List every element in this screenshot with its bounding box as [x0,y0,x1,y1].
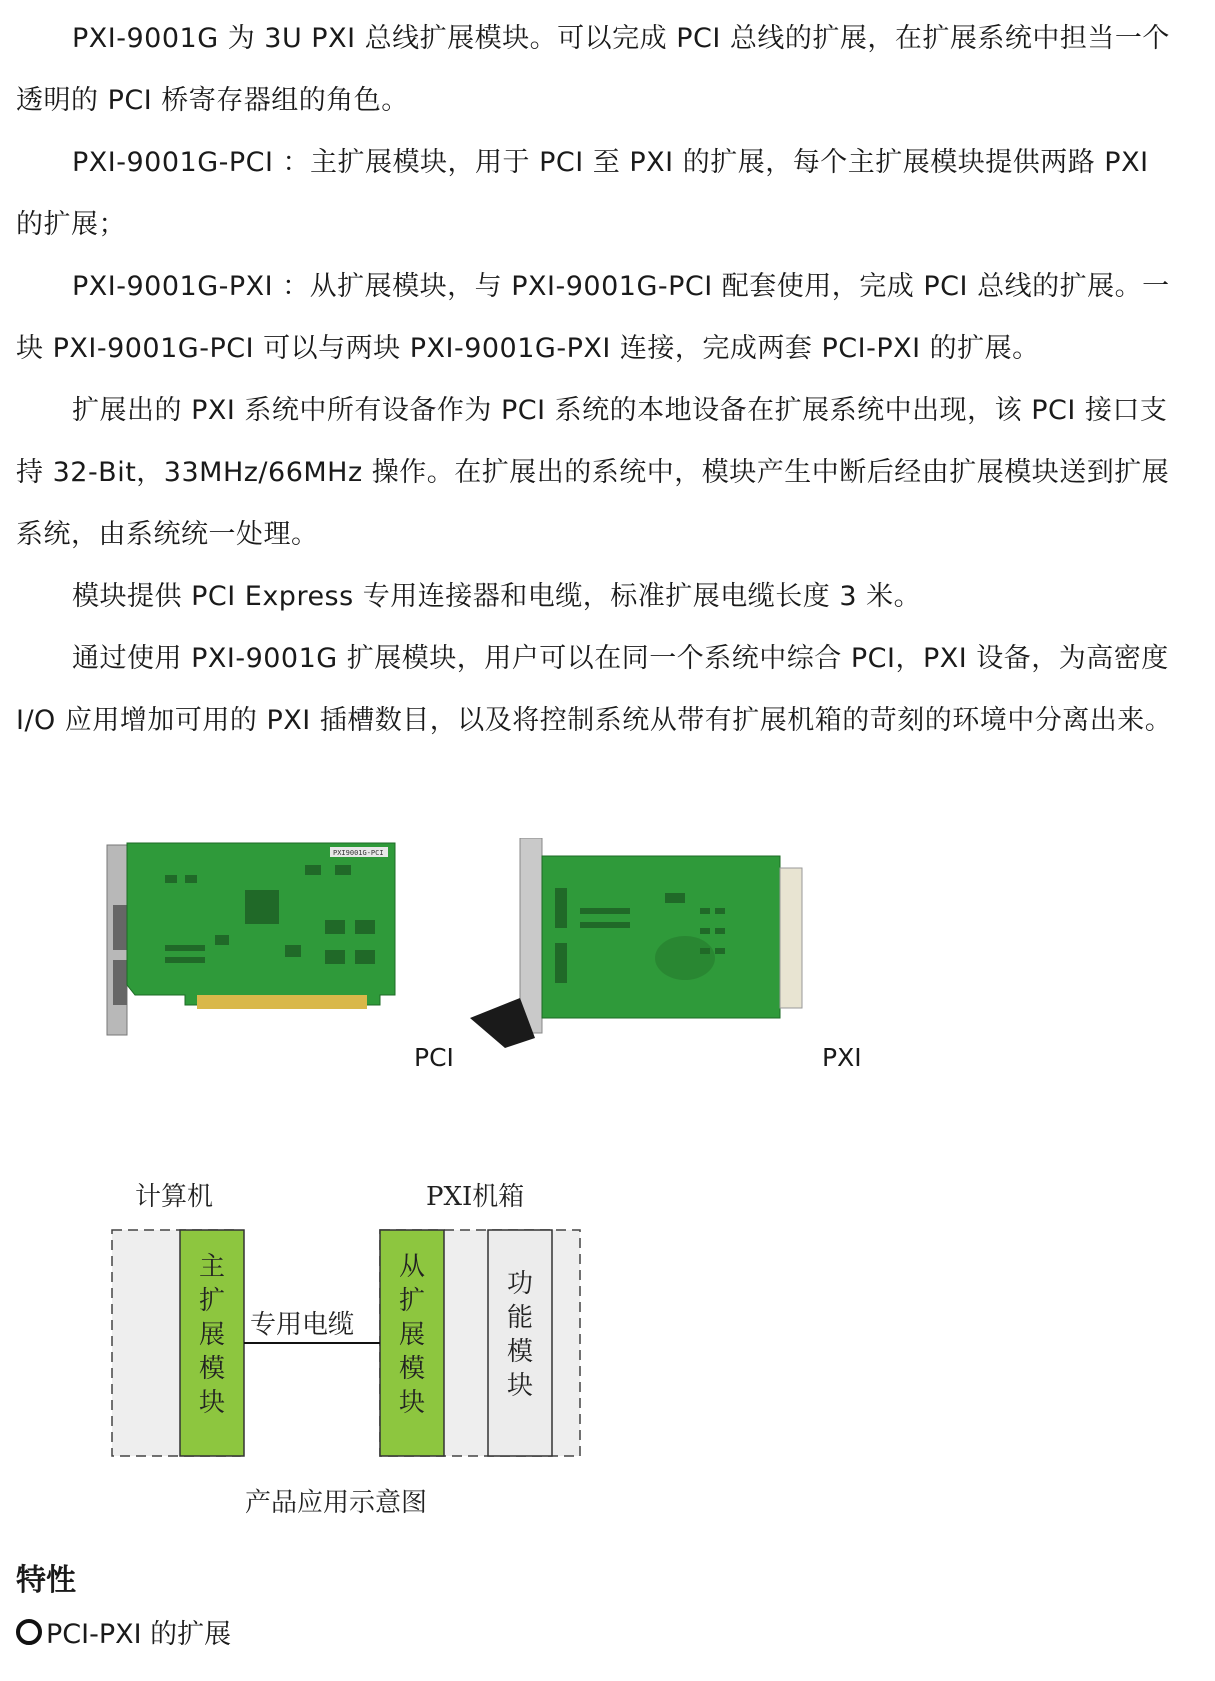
function-char: 能 [507,1303,534,1333]
function-char: 模 [507,1337,534,1367]
paragraph-cable: 模块提供 PCI Express 专用连接器和电缆，标准扩展电缆长度 3 米。 [72,581,922,612]
feature-item [16,1612,231,1651]
pxi-chassis-label: PXI机箱 [426,1182,525,1212]
computer-label: 计算机 [135,1182,214,1212]
paragraph-intro: PXI-9001G 为 3U PXI 总线扩展模块。可以完成 PCI 总线的扩展，在扩展系统中担当一个透明的 PCI 桥寄存器组的角色。 [16,23,1170,116]
feature-item-text: PCI-PXI 的扩展 [46,1619,232,1650]
slave-char: 展 [399,1320,426,1350]
cable-label: 专用电缆 [250,1310,355,1340]
master-char: 主 [199,1252,226,1282]
pci-board-label: PXI9001G-PCI [333,849,384,857]
pxi-module-image [460,838,810,1048]
circle-bullet-icon [16,1619,42,1645]
pci-photo-caption: PCI [414,1043,454,1072]
paragraph-system: 扩展出的 PXI 系统中所有设备作为 PCI 系统的本地设备在扩展系统中出现，该 PCI 接口支持 32-Bit，33MHz/66MHz 操作。在扩展出的系统中，模块产生中断后经由扩展模块送到扩展系统，由系统统一处理。 [16,395,1170,550]
paragraph-pxi-module: PXI-9001G-PXI ：从扩展模块，与 PXI-9001G-PCI 配套使用，完成 PCI 总线的扩展。一块 PXI-9001G-PCI 可以与两块 PXI-9001G-PXI 连接，完成两套 PCI-PXI 的扩展。 [16,271,1170,364]
function-char: 功 [507,1269,534,1299]
master-char: 模 [199,1354,226,1384]
slave-char: 从 [399,1252,426,1282]
master-char: 块 [199,1388,226,1418]
paragraph-usage: 通过使用 PXI-9001G 扩展模块，用户可以在同一个系统中综合 PCI，PXI 设备，为高密度 I/O 应用增加可用的 PXI 插槽数目，以及将控制系统从带有扩展机箱的苛刻的环境中分离出来。 [16,643,1173,736]
slave-char: 模 [399,1354,426,1384]
slave-char: 块 [399,1388,426,1418]
slave-char: 扩 [399,1286,426,1316]
features-heading: 特性 [16,1563,76,1598]
application-diagram [100,1175,600,1535]
master-char: 扩 [199,1286,226,1316]
pxi-photo-caption: PXI [822,1043,862,1072]
paragraph-pci-module: PXI-9001G-PCI ：主扩展模块，用于 PCI 至 PXI 的扩展，每个主扩展模块提供两路 PXI 的扩展； [16,147,1149,240]
pci-board-image [105,835,405,1045]
function-char: 块 [507,1371,534,1401]
diagram-caption: 产品应用示意图 [245,1488,428,1518]
master-char: 展 [199,1320,226,1350]
